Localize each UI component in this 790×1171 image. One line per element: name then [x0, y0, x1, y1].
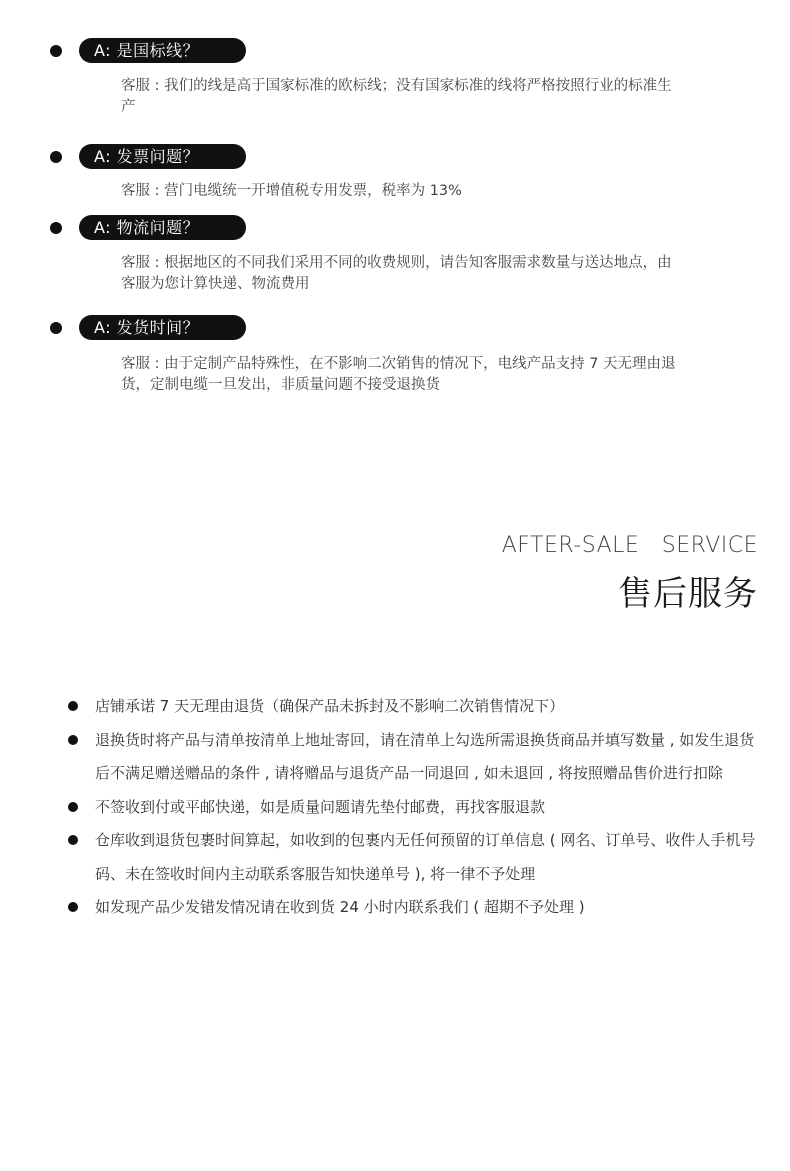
section-title-en: AFTER-SALE SERVICE: [501, 533, 758, 558]
list-item: [0, 724, 765, 791]
faq-answer: 客服 : 我们的线是高于国家标准的欧标线；没有国家标准的线将严格按照行业的标准生产: [121, 78, 672, 115]
section-title-cn: 售后服务: [618, 574, 758, 614]
bullet-dot-icon: [68, 802, 78, 812]
policy-text: 如发现产品少发错发情况请在收到货 24 小时内联系我们 ( 超期不予处理 ): [95, 898, 585, 916]
bullet-dot-icon: [50, 151, 62, 163]
bullet-dot-icon: [68, 701, 78, 711]
bullet-dot-icon: [68, 835, 78, 845]
list-item: [0, 891, 765, 925]
faq-question: A: 是国标线？: [79, 38, 246, 63]
policy-text: 仓库收到退货包裹时间算起，如收到的包裹内无任何预留的订单信息 ( 网名、订单号、收件人手机号码、未在签收时间内主动联系客服告知快递单号 ), 将一律不予处理: [95, 831, 756, 883]
bullet-dot-icon: [50, 322, 62, 334]
faq-answer: 客服 : 根据地区的不同我们采用不同的收费规则，请告知客服需求数量与送达地点，由客服为您计算快递、物流费用: [121, 255, 672, 292]
policy-text: 退换货时将产品与清单按清单上地址寄回，请在清单上勾选所需退换货商品并填写数量 , 如发生退货后不满足赠送赠品的条件 , 请将赠品与退货产品一同退回 , 如未退回 , 将按照赠品售价进行扣除: [95, 730, 755, 782]
bullet-dot-icon: [50, 222, 62, 234]
faq-question: A: 发票问题？: [79, 144, 246, 169]
faq-answer: 客服 : 营门电缆统一开增值税专用发票，税率为 13%: [121, 183, 462, 199]
list-item: [0, 791, 765, 825]
bullet-dot-icon: [68, 902, 78, 912]
policy-list: [0, 690, 790, 925]
list-item: [0, 690, 765, 724]
faq-question: A: 发货时间？: [79, 315, 246, 340]
list-item: [0, 824, 765, 891]
bullet-dot-icon: [68, 735, 78, 745]
faq-question: A: 物流问题？: [79, 215, 246, 240]
policy-text: 不签收到付或平邮快递，如是质量问题请先垫付邮费，再找客服退款: [95, 797, 546, 816]
policy-text: 店铺承诺 7 天无理由退货（确保产品未拆封及不影响二次销售情况下）: [95, 697, 565, 715]
bullet-dot-icon: [50, 45, 62, 57]
faq-answer: 客服 : 由于定制产品特殊性，在不影响二次销售的情况下，电线产品支持 7 天无理由退货，定制电缆一旦发出，非质量问题不接受退换货: [121, 356, 676, 393]
